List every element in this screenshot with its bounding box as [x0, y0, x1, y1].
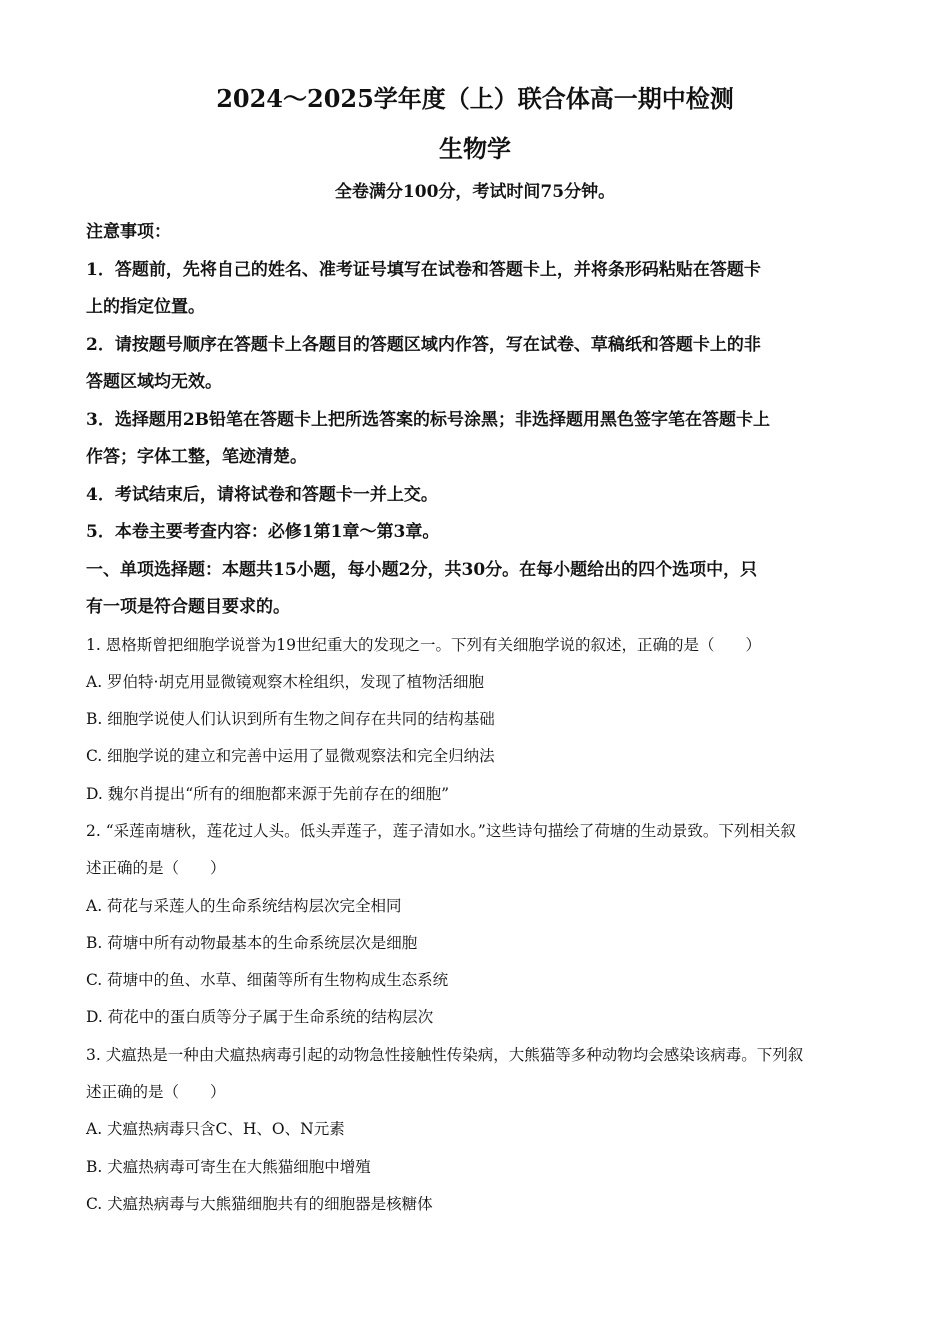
question-option: A. 罗伯特·胡克用显微镜观察木栓组织，发现了植物活细胞: [86, 672, 484, 691]
section-heading: 一、单项选择题：本题共15小题，每小题2分，共30分。在每小题给出的四个选项中，只: [86, 559, 758, 580]
question-option: A. 犬瘟热病毒只含C、H、O、N元素: [86, 1120, 345, 1139]
question-option: D. 魏尔肖提出“所有的细胞都来源于先前存在的细胞”: [86, 784, 450, 803]
note-line: 5．本卷主要考查内容：必修1第1章～第3章。: [86, 522, 440, 542]
question-option: C. 细胞学说的建立和完善中运用了显微观察法和完全归纳法: [86, 747, 495, 766]
question-stem: 述正确的是（ ）: [86, 859, 226, 878]
question-stem: 2. “采莲南塘秋，莲花过人头。低头弄莲子，莲子清如水。”这些诗句描绘了荷塘的生动景致。下列相关叙: [86, 821, 796, 840]
note-line: 答题区域均无效。: [86, 372, 222, 392]
question-option: D. 荷花中的蛋白质等分子属于生命系统的结构层次: [86, 1008, 434, 1027]
section-heading: 有一项是符合题目要求的。: [86, 597, 290, 617]
subject-title: 生物学: [439, 134, 511, 163]
question-option: C. 犬瘟热病毒与大熊猫细胞共有的细胞器是核糖体: [86, 1194, 433, 1213]
note-line: 上的指定位置。: [86, 297, 205, 317]
question-option: B. 细胞学说使人们认识到所有生物之间存在共同的结构基础: [86, 710, 495, 729]
note-line: 2．请按题号顺序在答题卡上各题目的答题区域内作答，写在试卷、草稿纸和答题卡上的非: [86, 334, 761, 355]
question-stem: 述正确的是（ ）: [86, 1083, 226, 1102]
question-option: A. 荷花与采莲人的生命系统结构层次完全相同: [86, 896, 402, 915]
question-stem: 1. 恩格斯曾把细胞学说誉为19世纪重大的发现之一。下列有关细胞学说的叙述，正确的是（ ）: [86, 635, 761, 654]
question-stem: 3. 犬瘟热是一种由犬瘟热病毒引起的动物急性接触性传染病，大熊猫等多种动物均会感染该病毒。下列叙: [86, 1045, 804, 1064]
note-line: 作答；字体工整，笔迹清楚。: [86, 447, 307, 467]
question-option: C. 荷塘中的鱼、水草、细菌等所有生物构成生态系统: [86, 971, 449, 990]
note-line: 3．选择题用2B铅笔在答题卡上把所选答案的标号涂黑；非选择题用黑色签字笔在答题卡上: [86, 409, 771, 430]
note-line: 4．考试结束后，请将试卷和答题卡一并上交。: [86, 484, 438, 505]
exam-body: [86, 214, 862, 1223]
note-line: 1．答题前，先将自己的姓名、准考证号填写在试卷和答题卡上，并将条形码粘贴在答题卡: [86, 259, 761, 280]
question-option: B. 荷塘中所有动物最基本的生命系统层次是细胞: [86, 933, 418, 952]
exam-title: 2024～2025学年度（上）联合体高一期中检测: [216, 84, 734, 113]
notes-heading: 注意事项：: [86, 222, 171, 242]
question-option: B. 犬瘟热病毒可寄生在大熊猫细胞中增殖: [86, 1157, 371, 1176]
score-info: 全卷满分100分，考试时间75分钟。: [334, 182, 616, 202]
